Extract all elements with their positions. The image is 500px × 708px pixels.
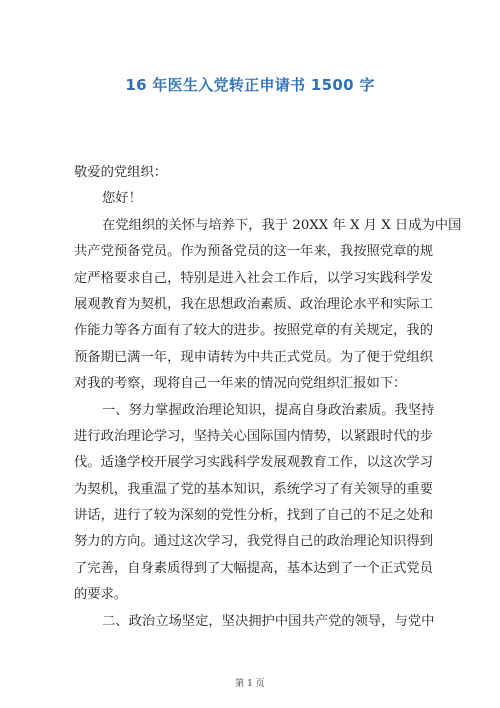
body-line: 努力的方向。通过这次学习，我党得自己的政治理论知识得到 xyxy=(74,534,434,550)
body-line: 的要求。 xyxy=(74,587,128,603)
body-line: 定严格要求自己，特别是进入社会工作后，以学习实践科学发 xyxy=(74,270,434,286)
body-line: 一、努力掌握政治理论知识，提高自身政治素质。我坚持 xyxy=(102,402,435,418)
salutation: 敬爱的党组织： xyxy=(74,165,168,180)
body-line: 作能力等各方面有了较大的进步。按照党章的有关规定，我的 xyxy=(74,323,434,339)
body-line: 讲话，进行了较为深刻的党性分析，找到了自己的不足之处和 xyxy=(74,508,434,524)
document-title: 16 年医生入党转正申请书 1500 字 xyxy=(125,76,375,94)
body-line: 预备期已满一年，现申请转为中共正式党员。为了便于党组织 xyxy=(74,349,434,365)
page-number: 第 1 页 xyxy=(235,679,265,689)
paragraph-lines xyxy=(74,213,462,635)
body-line: 在党组织的关怀与培养下，我于 20XX 年 X 月 X 日成为中国 xyxy=(102,217,462,233)
body-line: 为契机，我重温了党的基本知识，系统学习了有关领导的重要 xyxy=(74,481,434,497)
body-line: 二、政治立场坚定，坚决拥护中国共产党的领导，与党中 xyxy=(102,613,435,629)
greeting: 您好！ xyxy=(102,191,142,207)
body-line: 伐。适逢学校开展学习实践科学发展观教育工作，以这次学习 xyxy=(74,455,434,471)
body-line: 了完善，自身素质得到了大幅提高，基本达到了一个正式党员 xyxy=(74,560,434,576)
document-body xyxy=(74,160,462,635)
body-line: 共产党预备党员。作为预备党员的这一年来，我按照党章的规 xyxy=(74,244,434,260)
body-line: 展观教育为契机，我在思想政治素质、政治理论水平和实际工 xyxy=(74,296,434,312)
body-line: 进行政治理论学习，坚持关心国际国内情势，以紧跟时代的步 xyxy=(74,428,434,444)
body-line: 对我的考察，现将自己一年来的情况向党组织汇报如下： xyxy=(74,376,407,392)
